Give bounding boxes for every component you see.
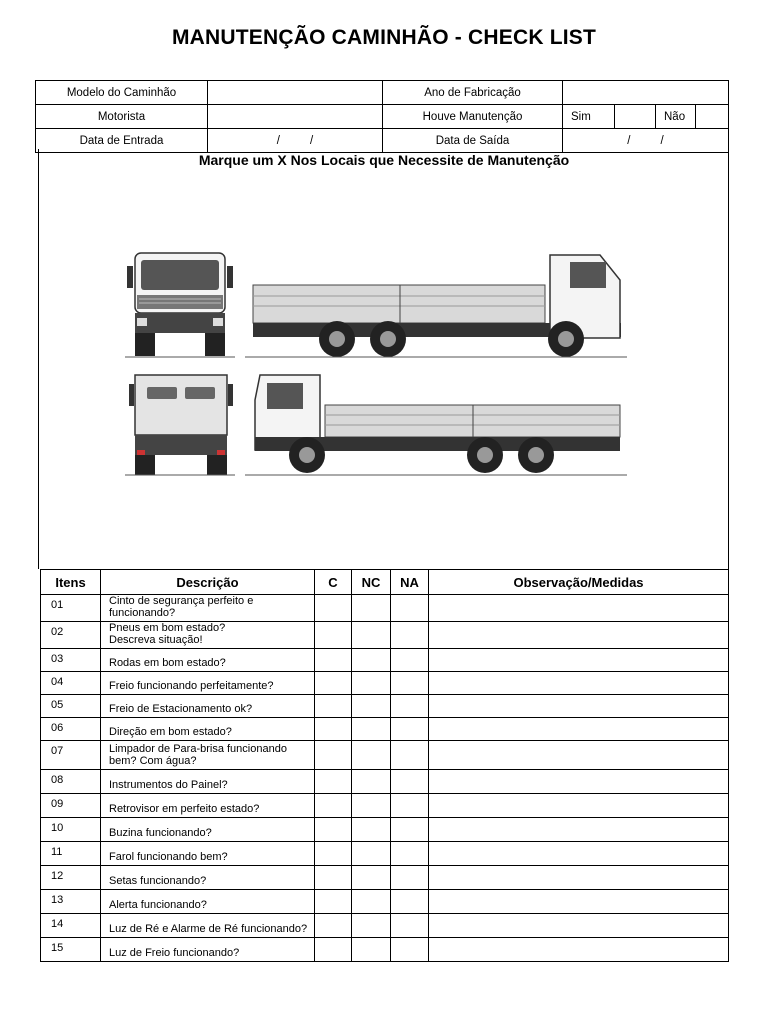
entrada-label: Data de Entrada — [36, 129, 208, 153]
table-row — [41, 595, 729, 622]
page-title: MANUTENÇÃO CAMINHÃO - CHECK LIST — [171, 26, 597, 49]
table-row — [41, 770, 729, 794]
na-checkbox[interactable] — [391, 770, 429, 794]
modelo-label: Modelo do Caminhão — [36, 81, 208, 105]
nc-checkbox[interactable] — [352, 595, 391, 622]
item-number: 10 — [41, 818, 101, 842]
na-checkbox[interactable] — [391, 741, 429, 770]
nc-checkbox[interactable] — [352, 938, 391, 962]
observation-field[interactable] — [429, 770, 729, 794]
observation-field[interactable] — [429, 866, 729, 890]
item-number: 02 — [41, 622, 101, 649]
na-checkbox[interactable] — [391, 695, 429, 718]
saida-label: Data de Saída — [383, 129, 563, 153]
c-checkbox[interactable] — [315, 938, 352, 962]
instruction-text: Marque um X Nos Locais que Necessite de Manutenção — [198, 152, 570, 168]
table-row — [41, 938, 729, 962]
c-checkbox[interactable] — [315, 866, 352, 890]
item-number: 01 — [41, 595, 101, 622]
nc-checkbox[interactable] — [352, 672, 391, 695]
observation-field[interactable] — [429, 622, 729, 649]
item-description: Setas funcionando? — [101, 866, 315, 890]
na-checkbox[interactable] — [391, 890, 429, 914]
nc-checkbox[interactable] — [352, 770, 391, 794]
c-checkbox[interactable] — [315, 649, 352, 672]
sim-label: Sim — [563, 105, 615, 129]
observation-field[interactable] — [429, 842, 729, 866]
table-row — [41, 672, 729, 695]
item-description: Retrovisor em perfeito estado? — [101, 794, 315, 818]
table-row — [41, 695, 729, 718]
item-description: Cinto de segurança perfeito e funcionando? — [101, 595, 315, 622]
item-number: 14 — [41, 914, 101, 938]
table-row — [41, 718, 729, 741]
item-number: 11 — [41, 842, 101, 866]
c-checkbox[interactable] — [315, 741, 352, 770]
table-row — [41, 649, 729, 672]
truck-front-view[interactable] — [125, 253, 235, 357]
c-checkbox[interactable] — [315, 622, 352, 649]
item-number: 07 — [41, 741, 101, 770]
na-checkbox[interactable] — [391, 914, 429, 938]
date-separator: / — [310, 134, 314, 147]
table-row — [41, 842, 729, 866]
item-number: 12 — [41, 866, 101, 890]
observation-field[interactable] — [429, 695, 729, 718]
na-checkbox[interactable] — [391, 866, 429, 890]
c-checkbox[interactable] — [315, 842, 352, 866]
item-number: 06 — [41, 718, 101, 741]
sim-checkbox[interactable] — [615, 105, 656, 129]
item-number: 05 — [41, 695, 101, 718]
truck-side-view-right[interactable] — [245, 255, 627, 357]
c-checkbox[interactable] — [315, 770, 352, 794]
item-number: 15 — [41, 938, 101, 962]
ano-field[interactable] — [563, 81, 729, 105]
observation-field[interactable] — [429, 914, 729, 938]
table-row — [41, 794, 729, 818]
na-checkbox[interactable] — [391, 672, 429, 695]
item-description: Buzina funcionando? — [101, 818, 315, 842]
na-checkbox[interactable] — [391, 595, 429, 622]
nc-checkbox[interactable] — [352, 842, 391, 866]
item-number: 03 — [41, 649, 101, 672]
table-row — [41, 741, 729, 770]
observation-field[interactable] — [429, 890, 729, 914]
nc-checkbox[interactable] — [352, 622, 391, 649]
observation-field[interactable] — [429, 595, 729, 622]
col-header-descricao: Descrição — [101, 570, 315, 595]
item-description: Instrumentos do Painel? — [101, 770, 315, 794]
col-header-na: NA — [391, 570, 429, 595]
nc-checkbox[interactable] — [352, 914, 391, 938]
nc-checkbox[interactable] — [352, 794, 391, 818]
na-checkbox[interactable] — [391, 718, 429, 741]
col-header-c: C — [315, 570, 352, 595]
table-row — [41, 818, 729, 842]
item-description: Alerta funcionando? — [101, 890, 315, 914]
truck-rear-view[interactable] — [125, 375, 235, 475]
motorista-field[interactable] — [208, 105, 383, 129]
item-description: Freio de Estacionamento ok? — [101, 695, 315, 718]
na-checkbox[interactable] — [391, 649, 429, 672]
date-separator: / — [276, 134, 280, 147]
item-description: Direção em bom estado? — [101, 718, 315, 741]
item-description: Rodas em bom estado? — [101, 649, 315, 672]
nc-checkbox[interactable] — [352, 866, 391, 890]
table-row — [41, 914, 729, 938]
observation-field[interactable] — [429, 649, 729, 672]
observation-field[interactable] — [429, 818, 729, 842]
ano-label: Ano de Fabricação — [383, 81, 563, 105]
truck-info-table — [35, 80, 729, 153]
item-description: Limpador de Para-brisa funcionando bem? Com água? — [101, 741, 315, 770]
na-checkbox[interactable] — [391, 842, 429, 866]
item-number: 09 — [41, 794, 101, 818]
date-separator: / — [660, 134, 664, 147]
c-checkbox[interactable] — [315, 718, 352, 741]
nao-checkbox[interactable] — [696, 105, 729, 129]
c-checkbox[interactable] — [315, 794, 352, 818]
item-description: Luz de Ré e Alarme de Ré funcionando? — [101, 914, 315, 938]
item-number: 04 — [41, 672, 101, 695]
modelo-field[interactable] — [208, 81, 383, 105]
truck-diagram[interactable] — [115, 240, 630, 480]
observation-field[interactable] — [429, 672, 729, 695]
nc-checkbox[interactable] — [352, 818, 391, 842]
col-header-observacao: Observação/Medidas — [429, 570, 729, 595]
na-checkbox[interactable] — [391, 794, 429, 818]
c-checkbox[interactable] — [315, 695, 352, 718]
c-checkbox[interactable] — [315, 818, 352, 842]
checklist-table — [40, 569, 729, 962]
truck-side-view-left[interactable] — [245, 375, 627, 475]
na-checkbox[interactable] — [391, 938, 429, 962]
date-separator: / — [627, 134, 631, 147]
table-row — [41, 866, 729, 890]
nc-checkbox[interactable] — [352, 695, 391, 718]
nao-label: Não — [656, 105, 696, 129]
item-description: Freio funcionando perfeitamente? — [101, 672, 315, 695]
col-header-nc: NC — [352, 570, 391, 595]
nc-checkbox[interactable] — [352, 718, 391, 741]
item-number: 13 — [41, 890, 101, 914]
col-header-itens: Itens — [41, 570, 101, 595]
nc-checkbox[interactable] — [352, 741, 391, 770]
c-checkbox[interactable] — [315, 595, 352, 622]
table-row — [41, 622, 729, 649]
item-description: Luz de Freio funcionando? — [101, 938, 315, 962]
observation-field[interactable] — [429, 794, 729, 818]
table-row — [41, 890, 729, 914]
item-number: 08 — [41, 770, 101, 794]
c-checkbox[interactable] — [315, 914, 352, 938]
houve-manutencao-label: Houve Manutenção — [383, 105, 563, 129]
observation-field[interactable] — [429, 741, 729, 770]
c-checkbox[interactable] — [315, 672, 352, 695]
observation-field[interactable] — [429, 718, 729, 741]
na-checkbox[interactable] — [391, 818, 429, 842]
c-checkbox[interactable] — [315, 890, 352, 914]
nc-checkbox[interactable] — [352, 649, 391, 672]
observation-field[interactable] — [429, 938, 729, 962]
item-description: Farol funcionando bem? — [101, 842, 315, 866]
nc-checkbox[interactable] — [352, 890, 391, 914]
na-checkbox[interactable] — [391, 622, 429, 649]
item-description: Pneus em bom estado? Descreva situação! — [101, 622, 315, 649]
motorista-label: Motorista — [36, 105, 208, 129]
